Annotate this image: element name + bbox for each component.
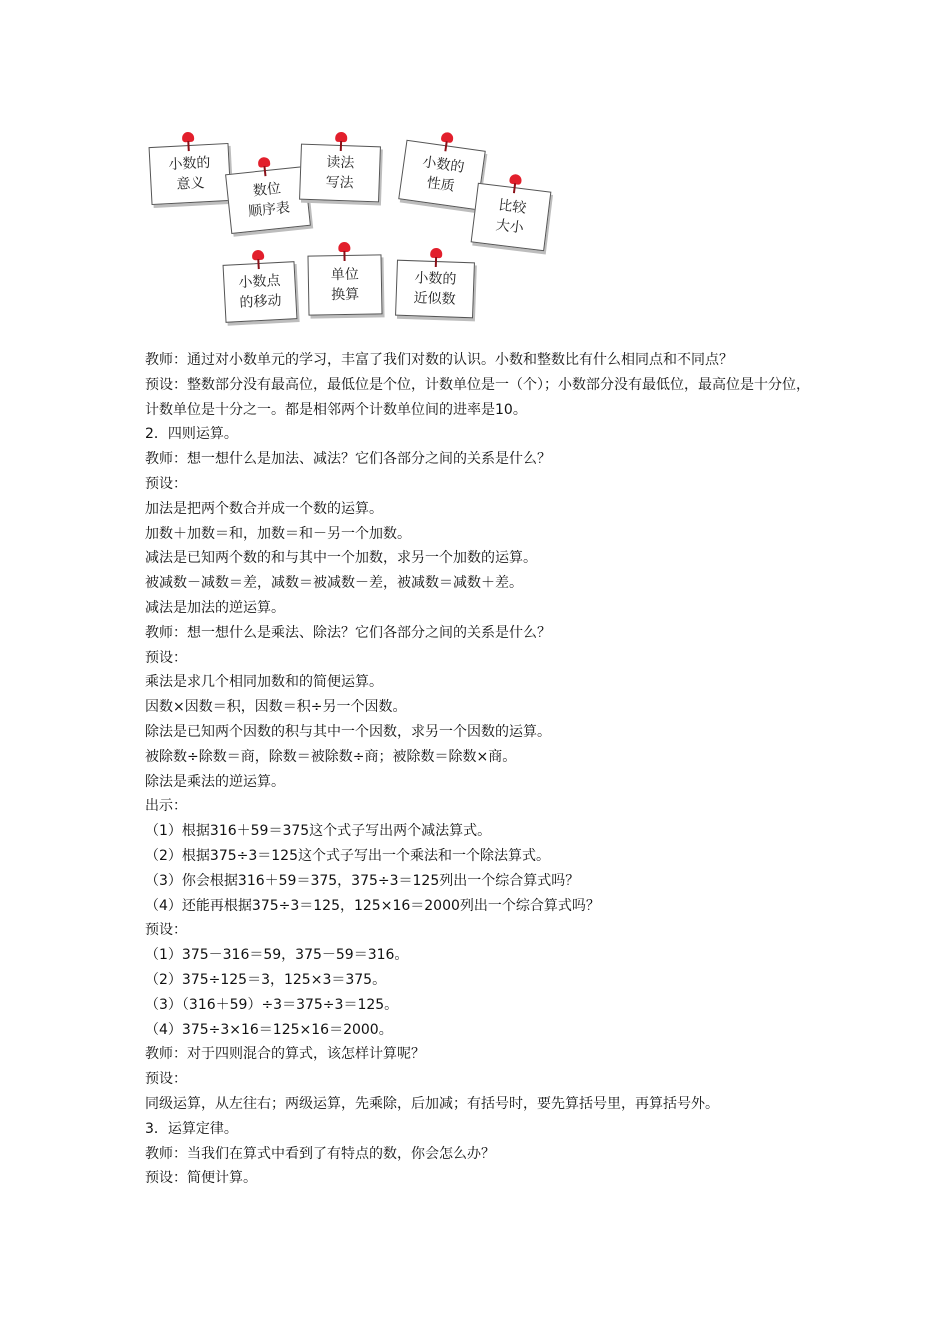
section-heading: 2．四则运算。 [145, 426, 238, 443]
pushpin-icon [252, 250, 265, 271]
paragraph: 除法是乘法的逆运算。 [145, 773, 285, 790]
paragraph: 同级运算，从左往右；两级运算，先乘除，后加减；有括号时，要先算括号里，再算括号外。 [145, 1095, 719, 1112]
card-label: 读法 写法 [325, 154, 355, 192]
note-card [395, 260, 475, 319]
pushpin-icon [335, 132, 348, 152]
answer-item: （2）375÷125＝3，125×3＝375。 [145, 971, 387, 988]
paragraph: 预设：整数部分没有最高位，最低位是个位，计数单位是一（个）；小数部分没有最低位，最高位是十分位，计数单位是十分之一。都是相邻两个计数单位间的进率是10。 [145, 376, 810, 418]
note-card [398, 140, 486, 211]
pushpin-icon [430, 248, 443, 268]
paragraph: 被减数－减数＝差，减数＝被减数－差，被减数＝减数＋差。 [145, 575, 523, 592]
paragraph: 教师：想一想什么是乘法、除法？它们各部分之间的关系是什么？ [145, 624, 551, 641]
note-card [149, 143, 232, 205]
paragraph: 出示： [145, 798, 187, 815]
pushpin-icon [258, 157, 272, 178]
card-label: 数位 顺序表 [247, 180, 291, 221]
exercise-item: （3）你会根据316＋59＝375，375÷3＝125列出一个综合算式吗？ [145, 872, 580, 889]
card-label: 小数的 性质 [421, 154, 466, 195]
card-label: 比较 大小 [494, 197, 528, 237]
paragraph: 被除数÷除数＝商，除数＝被除数÷商；被除数＝除数×商。 [145, 748, 517, 765]
paragraph: 因数×因数＝积，因数＝积÷另一个因数。 [145, 699, 407, 716]
paragraph: 预设： [145, 1071, 187, 1088]
paragraph: 乘法是求几个相同加数和的简便运算。 [145, 674, 383, 691]
paragraph: 教师：想一想什么是加法、减法？它们各部分之间的关系是什么？ [145, 451, 551, 468]
note-card [223, 261, 298, 323]
paragraph: 教师：通过对小数单元的学习，丰富了我们对数的认识。小数和整数比有什么相同点和不同点？ [145, 352, 733, 368]
paragraph: 预设：简便计算。 [145, 1170, 257, 1187]
paragraph: 预设： [145, 649, 187, 666]
paragraph: 教师：当我们在算式中看到了有特点的数，你会怎么办？ [145, 1145, 495, 1162]
pushpin-icon [439, 132, 454, 153]
pushpin-icon [508, 174, 522, 195]
card-label: 小数点 的移动 [238, 272, 282, 312]
note-card [307, 254, 382, 315]
paragraph: 预设： [145, 922, 187, 939]
card-label: 小数的 意义 [168, 154, 211, 193]
lesson-text [145, 348, 810, 1191]
paragraph: 除法是已知两个因数的积与其中一个因数，求另一个因数的运算。 [145, 723, 551, 740]
paragraph: 加数＋加数＝和，加数＝和－另一个加数。 [145, 525, 411, 542]
paragraph: 加法是把两个数合并成一个数的运算。 [145, 500, 383, 517]
paragraph: 减法是加法的逆运算。 [145, 599, 285, 616]
paragraph: 减法是已知两个数的和与其中一个加数，求另一个加数的运算。 [145, 550, 537, 567]
paragraph: 教师：对于四则混合的算式，该怎样计算呢？ [145, 1046, 425, 1063]
note-card [225, 166, 311, 234]
answer-item: （4）375÷3×16＝125×16＝2000。 [145, 1021, 393, 1038]
paragraph: 预设： [145, 475, 187, 492]
note-card [299, 144, 381, 203]
answer-item: （1）375－316＝59，375－59＝316。 [145, 947, 409, 964]
answer-item: （3）（316＋59）÷3＝375÷3＝125。 [145, 996, 399, 1013]
card-label: 小数的 近似数 [413, 270, 457, 308]
section-heading: 3．运算定律。 [145, 1120, 238, 1137]
knowledge-cards-figure [140, 125, 570, 325]
card-label: 单位 换算 [330, 266, 360, 304]
exercise-item: （2）根据375÷3＝125这个式子写出一个乘法和一个除法算式。 [145, 847, 550, 864]
pushpin-icon [182, 132, 195, 153]
exercise-item: （4）还能再根据375÷3＝125，125×16＝2000列出一个综合算式吗？ [145, 897, 600, 914]
note-card [471, 183, 552, 252]
pushpin-icon [338, 242, 350, 262]
exercise-item: （1）根据316＋59＝375这个式子写出两个减法算式。 [145, 823, 492, 840]
